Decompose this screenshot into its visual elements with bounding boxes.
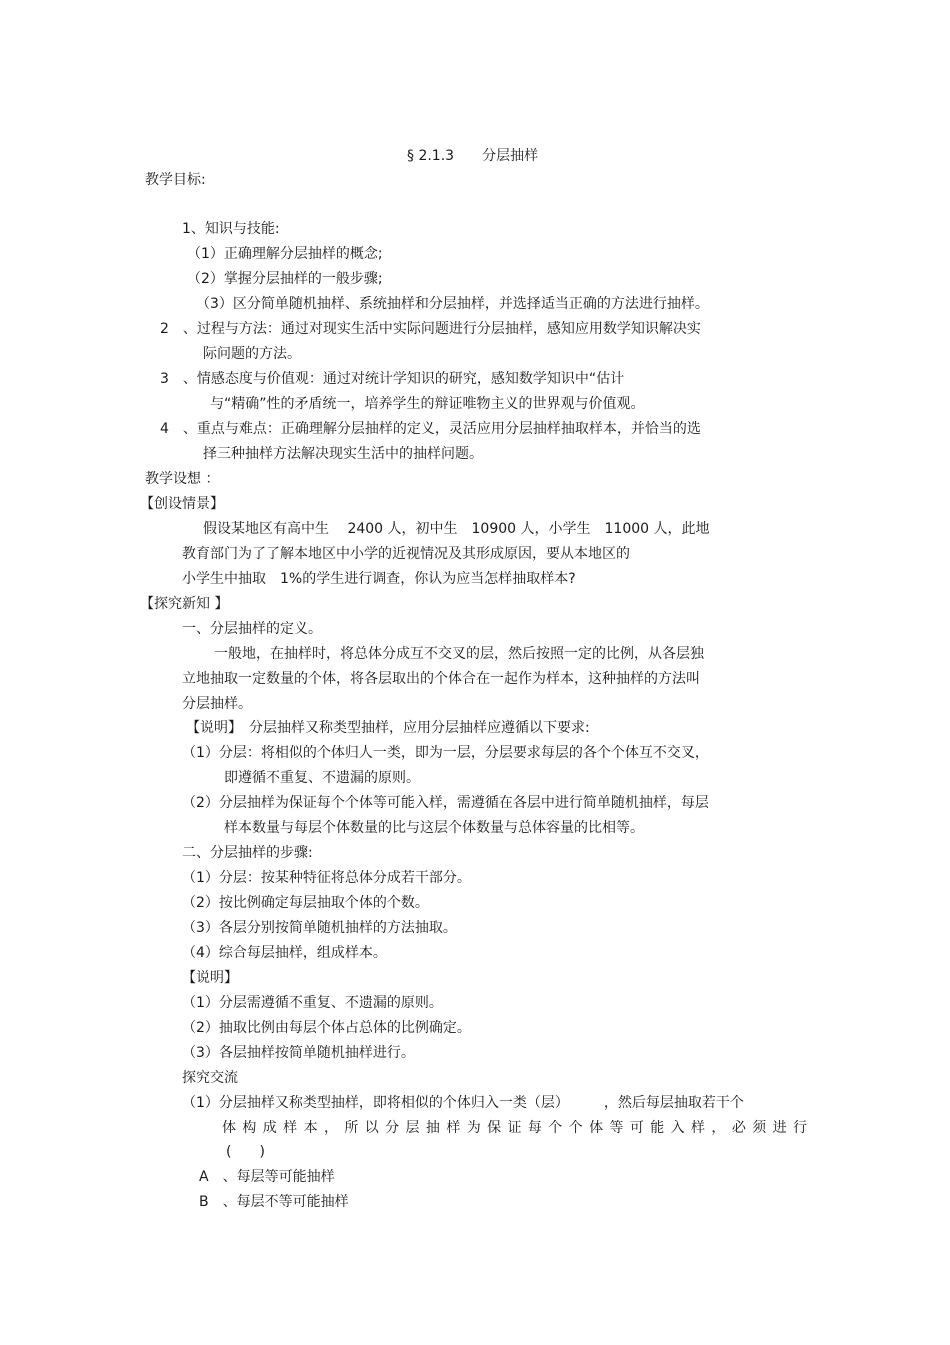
note-2-item-2: （2）抽取比例由每层个体占总体的比例确定。	[182, 1020, 471, 1036]
note-1-item-2-line-1: （2）分层抽样为保证每个个体等可能入样，需遵循在各层中进行简单随机抽样，每层	[182, 795, 709, 811]
exchange-heading: 探究交流	[182, 1070, 238, 1086]
definition-line-1: 一般地，在抽样时，将总体分成互不交叉的层，然后按照一定的比例，从各层独	[214, 646, 704, 662]
definition-line-2: 立地抽取一定数量的个体，将各层取出的个体合在一起作为样本，这种抽样的方法叫	[182, 671, 700, 687]
note-1-item-1-line-1: （1）分层：将相似的个体归人一类，即为一层，分层要求每层的各个个体互不交叉，	[182, 745, 709, 761]
objective-3-line-1: 3 、情感态度与价值观：通过对统计学知识的研究，感知数学知识中“估计	[160, 371, 625, 387]
objective-2-line-2: 际问题的方法。	[203, 346, 301, 362]
objective-1-item-1: （1）正确理解分层抽样的概念;	[187, 246, 383, 262]
objective-3-line-2: 与“精确”性的矛盾统一，培养学生的辩证唯物主义的世界观与价值观。	[210, 396, 645, 412]
objective-4-line-1: 4 、重点与难点：正确理解分层抽样的定义，灵活应用分层抽样抽取样本，并恰当的选	[160, 421, 701, 437]
note-1-item-2-line-2: 样本数量与每层个体数量的比与这层个体数量与总体容量的比相等。	[224, 820, 644, 836]
objectives-heading: 教学目标:	[145, 172, 206, 188]
option-b: B 、每层不等可能抽样	[199, 1194, 349, 1210]
scene-line-3: 小学生中抽取 1%的学生进行调查，你认为应当怎样抽取样本?	[182, 571, 576, 587]
note-2-heading: 【说明】	[182, 970, 238, 986]
note-2-item-3: （3）各层抽样按简单随机抽样进行。	[182, 1045, 415, 1061]
scene-heading: 【创设情景】	[140, 496, 224, 512]
option-a: A 、每层等可能抽样	[199, 1169, 335, 1185]
objective-4-line-2: 择三种抽样方法解决现实生活中的抽样问题。	[203, 446, 483, 462]
scene-line-1: 假设某地区有高中生 2400 人，初中生 10900 人，小学生 11000 人，此地	[203, 521, 710, 537]
objective-2-line-1: 2 、过程与方法：通过对现实生活中实际问题进行分层抽样，感知应用数学知识解决实	[160, 321, 701, 337]
step-3: （3）各层分别按简单随机抽样的方法抽取。	[182, 920, 457, 936]
definition-heading: 一、分层抽样的定义。	[182, 621, 322, 637]
definition-line-3: 分层抽样。	[182, 696, 252, 712]
step-1: （1）分层：按某种特征将总体分成若干部分。	[182, 870, 471, 886]
scene-line-2: 教育部门为了了解本地区中小学的近视情况及其形成原因，要从本地区的	[182, 546, 630, 562]
note-1-heading: 【说明】 分层抽样又称类型抽样，应用分层抽样应遵循以下要求:	[186, 720, 590, 736]
steps-heading: 二、分层抽样的步骤:	[182, 845, 313, 861]
note-1-item-1-line-2: 即遵循不重复、不遗漏的原则。	[224, 770, 420, 786]
question-1-answer-blank: ( )	[226, 1144, 265, 1160]
question-1-line-1: （1）分层抽样又称类型抽样，即将相似的个体归入一类（层） ，然后每层抽取若干个	[182, 1095, 744, 1111]
step-2: （2）按比例确定每层抽取个体的个数。	[182, 895, 429, 911]
question-1-line-2: 体构成样本，所以分层抽样为保证每个个体等可能入样，必须进行	[222, 1120, 807, 1136]
step-4: （4）综合每层抽样，组成样本。	[182, 945, 387, 961]
objective-1-item-2: （2）掌握分层抽样的一般步骤;	[187, 271, 383, 287]
objective-1: 1、知识与技能:	[182, 221, 280, 237]
objective-1-item-3: （3）区分简单随机抽样、系统抽样和分层抽样，并选择适当正确的方法进行抽样。	[196, 296, 709, 312]
explore-heading: 【探究新知 】	[140, 596, 229, 612]
teaching-idea-heading: 教学设想 ：	[145, 471, 220, 487]
note-2-item-1: （1）分层需遵循不重复、不遗漏的原则。	[182, 995, 443, 1011]
section-title: § 2.1.3 分层抽样	[407, 148, 539, 164]
